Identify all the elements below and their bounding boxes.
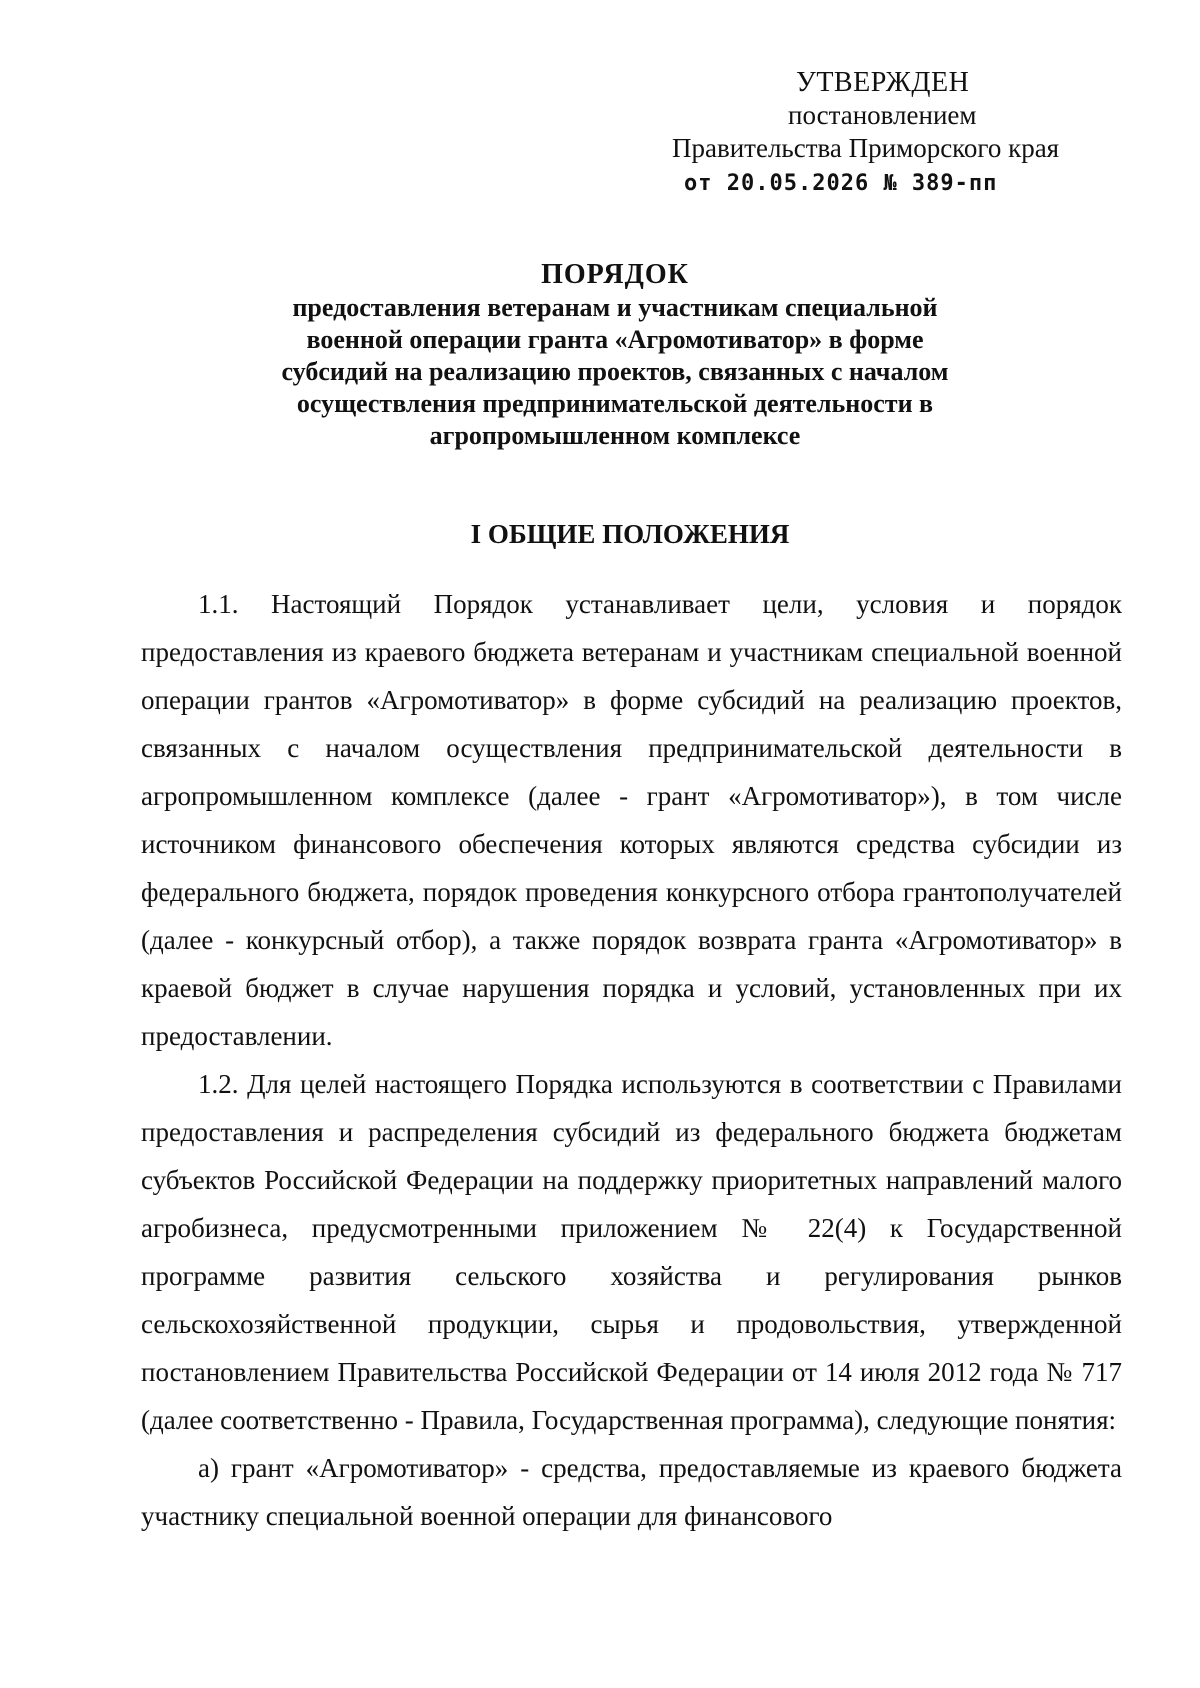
document-title-block bbox=[200, 258, 1030, 452]
decree-number: от 20.05.2026 № 389-пп bbox=[684, 171, 998, 196]
government-name: Правительства Приморского края bbox=[672, 133, 1060, 163]
paragraph-1-1: 1.1. Настоящий Порядок устанавливает цели, условия и порядок предоставления из краевого бюджета ветеранам и участникам специальной военной операции грантов «Агромотиватор» в форме субсидий на реализацию проектов, связанных с началом осуществления предпринимательской деятельности в агропромышленном комплексе (далее - грант «Агромотиватор»), в том числе источником финансового обеспечения которых являются средства субсидии из федерального бюджета, порядок проведения конкурсного отбора грантополучателей (далее - конкурсный отбор), а также порядок возврата гранта «Агромотиватор» в краевой бюджет в случае нарушения порядка и условий, установленных при их предоставлении. bbox=[141, 589, 1122, 1051]
paragraph-a: а) грант «Агромотиватор» - средства, предоставляемые из краевого бюджета участнику специальной военной операции для финансового bbox=[141, 1453, 1122, 1531]
approved-label: УТВЕРЖДЕН bbox=[796, 67, 970, 98]
approval-stamp bbox=[672, 66, 1092, 203]
section-heading: I ОБЩИЕ ПОЛОЖЕНИЯ bbox=[470, 519, 790, 549]
decree-word: постановлением bbox=[788, 100, 977, 130]
document-body bbox=[141, 580, 1122, 1540]
document-title: ПОРЯДОК bbox=[541, 259, 689, 290]
paragraph-1-2: 1.2. Для целей настоящего Порядка используются в соответствии с Правилами предоставления и распределения субсидий из федерального бюджета бюджетам субъектов Российской Федерации на поддержку приоритетных направлений малого агробизнеса, предусмотренными приложением № 22(4) к Государственной программе развития сельского хозяйства и регулирования рынков сельскохозяйственной продукции, сырья и продовольствия, утвержденной постановлением Правительства Российской Федерации от 14 июля 2012 года № 717 (далее соответственно - Правила, Государственная программа), следующие понятия: bbox=[141, 1069, 1122, 1435]
document-subtitle: предоставления ветеранам и участникам специальной военной операции гранта «Агромотиватор» в форме субсидий на реализацию проектов, связанных с началом осуществления предпринимательской деятельности в агропромышленном комплексе bbox=[281, 293, 949, 450]
